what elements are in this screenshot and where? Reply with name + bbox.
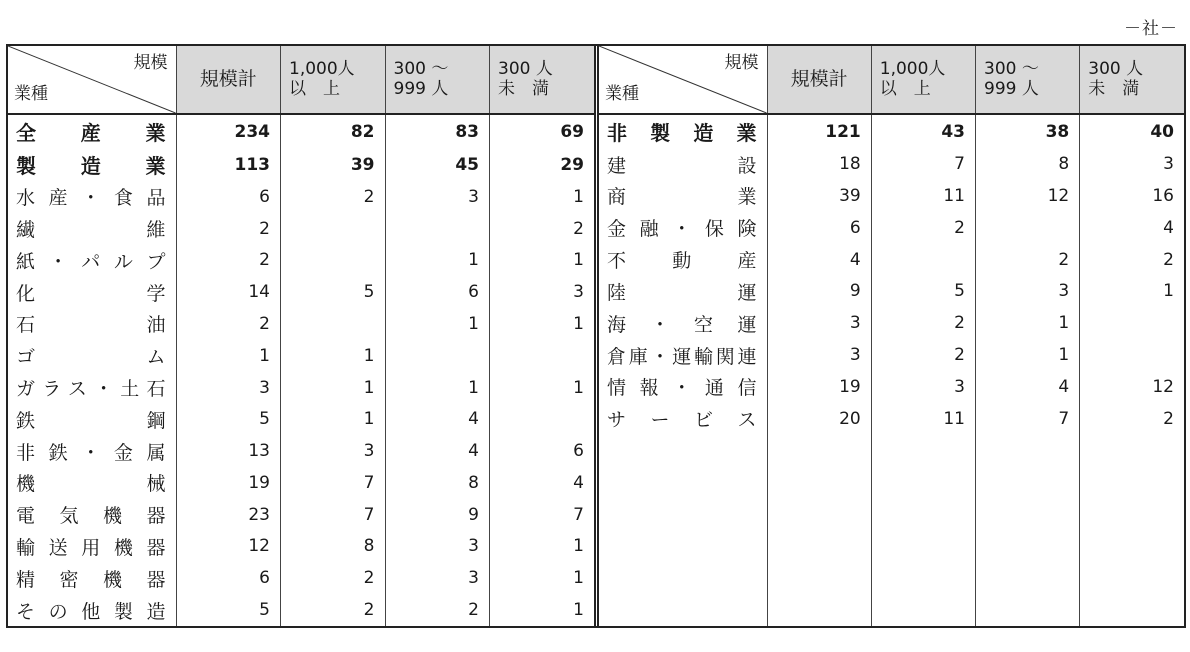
count-under-300: 1 [490,562,595,594]
table-row [8,594,594,626]
industry-name: 紙・パルプ [16,250,168,273]
table-row [599,594,1184,626]
total-count: 234 [176,114,281,148]
table-row [8,148,594,181]
total-count: 13 [176,435,281,467]
count-under-300 [1080,498,1184,530]
count-1000-plus: 43 [871,114,975,148]
corner-industry-label: 業種 [605,84,639,105]
industry-name: 不動産 [607,250,759,273]
count-300-999: 8 [976,148,1080,180]
table-row [599,435,1184,467]
table-row [599,180,1184,212]
count-under-300 [1080,339,1184,371]
count-under-300: 7 [490,499,595,531]
header-total: 規模計 [176,46,281,114]
count-under-300: 1 [490,308,595,340]
total-count: 113 [176,148,281,181]
header-300-line1: 300 ～ [393,58,449,79]
corner-header-cell [8,46,176,114]
header-300-line2: 999 人 [393,78,449,99]
count-under-300 [1080,307,1184,339]
count-300-999 [976,212,1080,244]
count-1000-plus: 11 [871,180,975,212]
count-under-300: 6 [490,435,595,467]
table-row [8,114,594,148]
right-table-body [599,114,1184,626]
table-row [599,276,1184,308]
count-300-999 [976,530,1080,562]
total-count [767,498,871,530]
header-300-999 [385,46,490,114]
count-1000-plus [281,308,386,340]
industry-name: 鉄鋼 [16,409,168,432]
table-row [599,148,1184,180]
count-under-300: 4 [490,467,595,499]
total-count: 18 [767,148,871,180]
total-count [767,435,871,467]
industry-name: 製造業 [16,154,168,178]
table-row [599,562,1184,594]
table-row [8,531,594,563]
count-300-999: 1 [385,245,490,277]
count-1000-plus [871,530,975,562]
table-row [8,245,594,277]
count-1000-plus [281,213,386,245]
table-row [8,308,594,340]
total-count: 6 [176,562,281,594]
count-1000-plus [871,498,975,530]
total-count: 6 [176,181,281,213]
count-300-999: 6 [385,276,490,308]
count-1000-plus: 39 [281,148,386,181]
industry-name: ゴム [16,346,168,369]
total-count: 3 [767,339,871,371]
total-count [767,530,871,562]
count-300-999: 8 [385,467,490,499]
count-under-300: 1 [490,531,595,563]
count-1000-plus: 3 [871,371,975,403]
count-300-999: 1 [976,339,1080,371]
total-count: 9 [767,276,871,308]
count-300-999: 3 [385,531,490,563]
count-under-300: 29 [490,148,595,181]
count-1000-plus [871,467,975,499]
industry-name [599,562,767,594]
header-u300-line1: 300 人 [1088,58,1144,79]
count-300-999: 3 [385,562,490,594]
count-300-999 [976,498,1080,530]
count-1000-plus: 2 [281,562,386,594]
header-u300-line2: 未 満 [1088,78,1140,99]
total-count [767,467,871,499]
total-count: 5 [176,594,281,626]
header-u300-line2: 未 満 [498,78,549,99]
count-under-300: 40 [1080,114,1184,148]
count-1000-plus: 7 [281,499,386,531]
industry-name: 陸運 [607,281,759,304]
header-u300-line1: 300 人 [498,58,553,79]
total-count: 20 [767,403,871,435]
count-under-300: 1 [490,181,595,213]
total-count: 121 [767,114,871,148]
table-row [599,530,1184,562]
industry-name: 建設 [607,154,759,177]
count-under-300: 3 [1080,148,1184,180]
table-row [599,403,1184,435]
count-under-300: 2 [1080,244,1184,276]
count-300-999: 12 [976,180,1080,212]
corner-header-cell [599,46,767,114]
count-under-300: 16 [1080,180,1184,212]
count-under-300 [490,340,595,372]
count-300-999 [385,340,490,372]
total-count: 3 [176,372,281,404]
industry-name: 非製造業 [607,121,759,146]
header-row [599,46,1184,114]
count-1000-plus: 7 [871,148,975,180]
header-1000-line1: 1,000人 [879,58,946,79]
count-300-999: 2 [385,594,490,626]
count-300-999: 4 [385,435,490,467]
table-row [8,403,594,435]
count-300-999: 83 [385,114,490,148]
total-count: 39 [767,180,871,212]
count-1000-plus: 82 [281,114,386,148]
count-1000-plus: 2 [871,212,975,244]
table-row [599,371,1184,403]
industry-name: 海・空運 [607,313,759,336]
count-1000-plus [871,244,975,276]
count-1000-plus: 1 [281,340,386,372]
header-1000-line1: 1,000人 [289,58,355,79]
count-1000-plus: 3 [281,435,386,467]
total-count: 2 [176,213,281,245]
industry-name: 電気機器 [16,505,168,528]
count-under-300: 12 [1080,371,1184,403]
header-1000-line2: 以 上 [879,78,931,99]
count-300-999: 3 [976,276,1080,308]
industry-name: 機械 [16,473,168,496]
industry-name: 石油 [16,314,168,337]
count-under-300: 1 [490,372,595,404]
count-under-300: 1 [490,245,595,277]
industry-name [599,530,767,562]
table-row [8,213,594,245]
count-under-300: 2 [490,213,595,245]
count-300-999: 4 [976,371,1080,403]
count-under-300 [1080,435,1184,467]
count-1000-plus [871,435,975,467]
header-1000-line2: 以 上 [289,78,340,99]
industry-name [599,467,767,499]
table-row [8,435,594,467]
count-300-999: 4 [385,403,490,435]
industry-name [599,498,767,530]
total-count: 23 [176,499,281,531]
total-count: 2 [176,308,281,340]
industry-name: その他製造 [16,600,168,623]
table-row [8,499,594,531]
count-1000-plus: 5 [871,276,975,308]
industry-name: 倉庫・運輸関連 [607,345,759,368]
right-table [599,46,1184,626]
count-1000-plus [871,562,975,594]
header-300-line1: 300 ～ [984,58,1039,79]
total-count [767,562,871,594]
count-under-300: 3 [490,276,595,308]
count-300-999 [976,594,1080,626]
count-under-300 [1080,467,1184,499]
count-300-999: 1 [385,372,490,404]
table-row [599,467,1184,499]
industry-name: サービス [607,409,759,432]
table-row [599,114,1184,148]
count-under-300: 69 [490,114,595,148]
count-1000-plus: 11 [871,403,975,435]
total-count: 19 [176,467,281,499]
count-300-999 [385,213,490,245]
table-row [8,562,594,594]
table-row [8,372,594,404]
total-count: 6 [767,212,871,244]
count-1000-plus [281,245,386,277]
corner-industry-label: 業種 [14,84,48,105]
count-1000-plus: 2 [281,181,386,213]
count-300-999: 1 [976,307,1080,339]
count-1000-plus: 2 [281,594,386,626]
industry-name: 商業 [607,186,759,209]
industry-name: 金融・保険 [607,218,759,241]
table-row [599,498,1184,530]
total-count: 2 [176,245,281,277]
industry-name: 化学 [16,282,168,305]
corner-scale-label: 規模 [133,53,168,73]
count-300-999 [976,562,1080,594]
count-1000-plus: 5 [281,276,386,308]
count-300-999: 9 [385,499,490,531]
total-count: 1 [176,340,281,372]
header-row [8,46,594,114]
header-total: 規模計 [767,46,871,114]
table-row [599,339,1184,371]
non-manufacturing-half [594,46,1184,626]
industry-name: 水産・食品 [16,187,168,210]
count-1000-plus: 1 [281,403,386,435]
count-300-999: 7 [976,403,1080,435]
count-under-300 [1080,594,1184,626]
header-300-line2: 999 人 [984,78,1039,99]
header-1000-plus [871,46,975,114]
total-count: 14 [176,276,281,308]
count-under-300 [1080,562,1184,594]
industry-name: 情報・通信 [607,377,759,400]
total-count: 3 [767,307,871,339]
corner-scale-label: 規模 [724,53,759,73]
table-row [8,467,594,499]
total-count: 19 [767,371,871,403]
table-row [8,276,594,308]
count-1000-plus [871,594,975,626]
industry-name: ガラス・土石 [16,378,168,401]
count-under-300 [1080,530,1184,562]
industry-name: 精密機器 [16,568,168,591]
header-under-300 [1080,46,1184,114]
total-count: 4 [767,244,871,276]
table-row [599,244,1184,276]
industry-name: 輸送用機器 [16,536,168,559]
count-1000-plus: 2 [871,339,975,371]
unit-label: －社－ [1124,19,1178,39]
header-1000-plus [281,46,386,114]
count-300-999: 3 [385,181,490,213]
industry-name [599,435,767,467]
total-count: 5 [176,403,281,435]
table-row [8,181,594,213]
count-300-999 [976,435,1080,467]
count-300-999 [976,467,1080,499]
total-count: 12 [176,531,281,563]
left-table-body [8,114,594,626]
manufacturing-half [8,46,594,626]
count-300-999: 2 [976,244,1080,276]
table-row [599,212,1184,244]
count-under-300: 1 [490,594,595,626]
count-under-300: 1 [1080,276,1184,308]
count-300-999: 45 [385,148,490,181]
header-under-300 [490,46,595,114]
table-row [599,307,1184,339]
data-table-frame [6,44,1186,628]
count-under-300 [490,403,595,435]
count-1000-plus: 1 [281,372,386,404]
count-under-300: 4 [1080,212,1184,244]
count-under-300: 2 [1080,403,1184,435]
left-table [8,46,594,626]
count-1000-plus: 2 [871,307,975,339]
industry-name: 全産業 [16,121,168,146]
industry-name [599,594,767,626]
total-count [767,594,871,626]
industry-name: 非鉄・金属 [16,441,168,464]
table-row [8,340,594,372]
header-300-999 [976,46,1080,114]
count-300-999: 1 [385,308,490,340]
count-300-999: 38 [976,114,1080,148]
count-1000-plus: 8 [281,531,386,563]
count-1000-plus: 7 [281,467,386,499]
industry-name: 繊維 [16,219,168,242]
